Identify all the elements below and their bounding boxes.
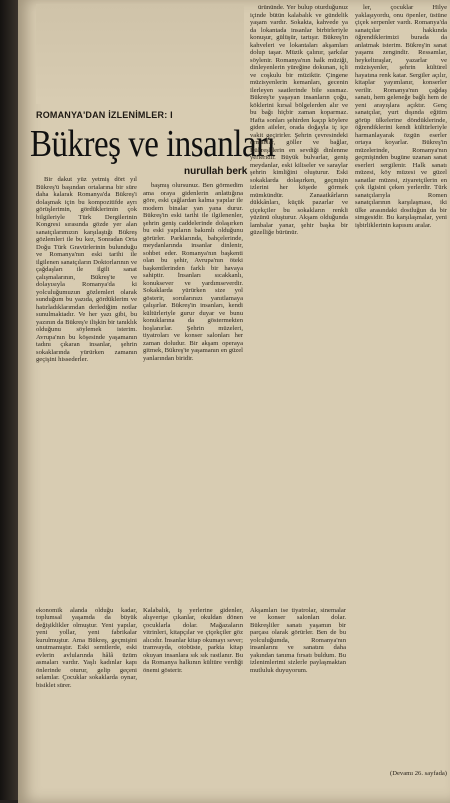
column-3-text: ürününde. Yer bulup oturduğunuz içinde bütün kalabalık ve gündelik yaşam vardır. Sokakta, kahvede ya da lokantada insanlar birbirleriyle konuşur, gülüşür, tartışır. Bükreş'in kahveleri ve lokantaları akşamları dolup taşar. Müzik çalınır, şarkılar söylenir. Romanya'nın halk müziği, dinleyenlerin yüreğine dokunan, içli ve coşkulu bir müziktir. Çingene müzisyenlerin kemanları, gecenin ilerleyen saatlerinde bile susmaz. Bükreş'te yaşayan insanların çoğu, köklerini kırsal bölgelerden alır ve bu bağı hiçbir zaman koparmaz. Hafta sonları şehirden kaçıp köylere giden aileler, orada doğayla iç içe vakit geçirirler. Şehrin çevresindeki ormanlar, göller ve bağlar, Bükreşlilerin en sevdiği dinlenme yerleridir. Büyük bulvarlar, geniş meydanlar, eski kiliseler ve saraylar şehrin kimliğini oluşturur. Eski sokaklarda dolaşırken, geçmişin izlerini her köşede görmek mümkündür. Zanaatkârların dükkânları, küçük pazarlar ve çiçekçiler bu sokakların renkli yüzünü oluşturur. Akşam olduğunda lambalar yanar, şehir başka bir güzelliğe bürünür. bbox=[250, 4, 348, 237]
lower-column-2 bbox=[143, 600, 243, 800]
lower-column-1 bbox=[36, 600, 137, 800]
text-column-3 bbox=[250, 4, 348, 602]
lower-text-area bbox=[36, 600, 346, 800]
lower-column-2-text: Kalabalık, iş yerlerine gidenler, alışverişe çıkanlar, okuldan dönen çocuklarla dolar. Mağazaların vitrinleri, kitapçılar ve çiçekçiler göz alıcıdır. İnsanlar kitap okumayı sever; tramvayda, otobüste, parkta kitap okuyan insanlara sık sık rastlanır. Bu da Romanya halkının kültüre verdiği önemi gösterir. bbox=[143, 606, 243, 674]
lower-column-3-text: Akşamları ise tiyatrolar, sinemalar ve konser salonları dolar. Bükreşliler sanatı yaşamın bir parçası olarak görürler. Ben de bu yolculuğumda, Romanya'nın insanlarını ve sanatını daha yakından tanıma fırsatı buldum. Bu izlenimlerimi sizlerle paylaşmaktan mutluluk duyuyorum. bbox=[250, 606, 346, 674]
continued-note: (Devamı 26. sayfada) bbox=[390, 770, 447, 777]
column-1-text: Bir dakut yüz yetmiş dört yıl Bükreş'ü başından ortalarına bir süre daha kalarak Romanya'da Bükreş'i dolaşmak için bu kompozitifde ayrı görüşlerimin, gördüklerimin çok bilgileriyle Türk Dergilerinin Kongresi sırasında gözde yer alan sanatçılarımızın karşılaştığı Bükreş gözlemleri ile bu kez, Sonradan Orta Doğu Türk Gravürlerinin bulunduğu ve Romanya'nın eski tarihi ile ilgilenen sanatçıların Doktorlarının ve çağdaşları ile ilgili sanat çalışmalarının, Bükreş'te ve dolayısıyla Romanya'da ki yolculuğumuzun gözlemleri olarak sunduğum bu yazıda, gördüklerim ve hatırladıklarımdan derlediğim notlar sunulmaktadır. Ve her yazı gibi, bu yazının da Bükreş'e ilişkin bir tanıklık olduğunu söylemek isterim. Avrupa'nın bu köşesinde yaşamanın tadını çıkaran insanlar, şehrin sokaklarında yürürken zamanın geçişini hissederler. bbox=[36, 176, 137, 364]
article-author: nurullah berk bbox=[184, 166, 248, 177]
section-label: ROMANYA'DAN İZLENİMLER: I bbox=[36, 110, 173, 120]
text-column-2 bbox=[143, 182, 243, 594]
lower-column-1-text: ekonomik alanda olduğu kadar, toplumsal yaşamda da büyük değişiklikler olmuştur. Yeni yapılar, yeni yollar, yeni fabrikalar kurulmuştur. Ama Bükreş, geçmişini unutmamıştır. Eski semtlerde, eski evlerin avlularında hâlâ üzüm asmaları vardır. Yaşlı kadınlar kapı önlerinde oturur, gelip geçeni selamlar. Çocuklar sokaklarda oynar, bisiklet sürer. bbox=[36, 606, 137, 689]
column-2-text: başmış olursunuz. Ben görmedim ama oraya gidenlerin anlattığına göre, eski çağlardan kalma yapılar ile modern binalar yan yana durur. Bükreş'in eski tarihi ile ilgilenenler, şehrin geniş caddelerinde dolaşırken bu eski yapıların bakımlı olduğunu görürler. Parklarında, bahçelerinde, meydanlarında insanlar dinlenir, sohbet eder. Romanya'nın başkenti olan bu şehir, Avrupa'nın öteki başkentlerinden farklı bir havaya sahiptir. İnsanları sıcakkanlı, konuksever ve yardımseverdir. Sokaklarda yürürken size yol gösterir, sorularınızı yanıtlamaya çalışırlar. Bükreş'in insanları, kendi kültürleriyle gurur duyar ve bunu konuklarına da göstermekten hoşlanırlar. Şehrin müzeleri, tiyatroları ve konser salonları her zaman doludur. Bir akşam operaya gitmek, Bükreş'te yaşamanın en güzel yanlarından biridir. bbox=[143, 182, 243, 362]
article-title: Bükreş ve insanları bbox=[30, 124, 276, 166]
binding-shadow bbox=[0, 0, 18, 800]
page-top-blank bbox=[36, 4, 244, 104]
text-column-1 bbox=[36, 176, 137, 596]
text-column-4 bbox=[355, 4, 447, 602]
column-4-text: ler, çocuklar Hilye yaklaşıyordu, onu öpenler, üstüne çiçek serpenler vardı. Romanya'da sanatçılar hakkında öğrendiklerimizi burada da anlatmak isterim. Bükreş'in sanat yaşamı zengindir. Ressamlar, heykeltıraşlar, yazarlar ve müzisyenler, şehrin kültürel hayatına renk katar. Sergiler açılır, kitaplar yayımlanır, konserler verilir. Romanya'nın çağdaş sanatı, hem geleneğe bağlı hem de yeni arayışlara açıktır. Genç sanatçılar, yurt dışında eğitim görüp ülkelerine döndüklerinde, öğrendiklerini kendi kültürleriyle harmanlayarak özgün eserler ortaya koyarlar. Bükreş'in müzelerinde, Romanya'nın geçmişinden bugüne uzanan sanat eserleri sergilenir. Halk sanatı müzesi, köy müzesi ve güzel sanatlar müzesi, ziyaretçilerin en çok ilgisini çeken yerlerdir. Türk sanatçılarıyla Romen sanatçılarının karşılaşması, iki ülke arasındaki dostluğun da bir simgesidir. Bu karşılaşmalar, yeni işbirliklerinin kapısını aralar. bbox=[355, 4, 447, 229]
lower-column-3 bbox=[250, 600, 346, 800]
